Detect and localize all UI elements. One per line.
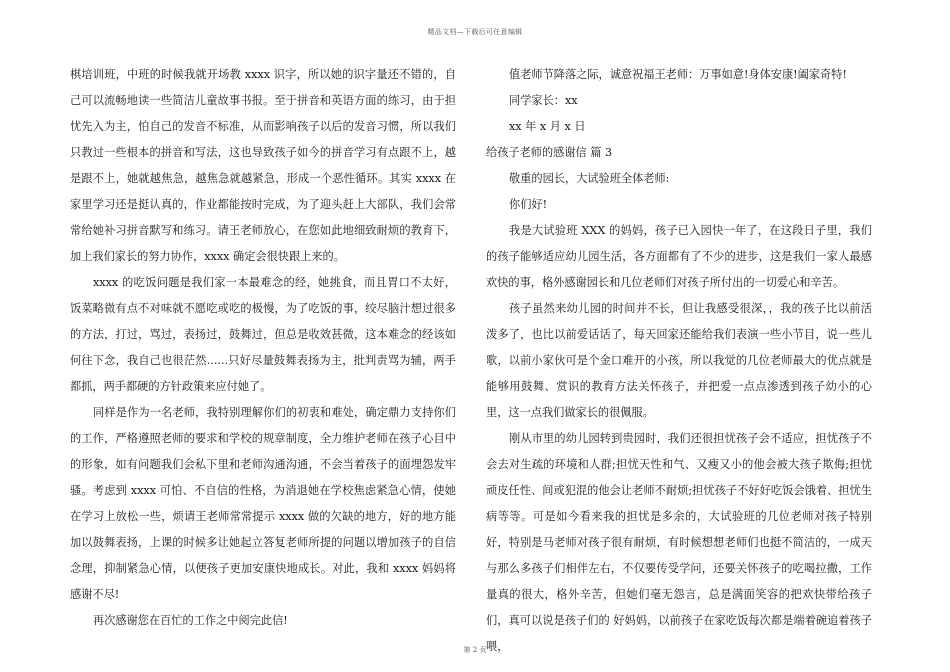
salutation: 敬重的园长，大试验班全体老师: [509, 172, 670, 185]
signature-line: 同学家长：xx [509, 94, 578, 107]
right-column [486, 62, 872, 660]
page-number: 第 2 页 [463, 646, 487, 654]
date-line: xx 年 x 月 x 日 [509, 120, 586, 133]
paragraph: 刚从市里的幼儿园转到贵园时，我们还很担忧孩子会不适应，担忧孩子不会去对生疏的环境和人群;担忧天性和气、又瘦又小的他会被大孩子欺侮;担忧顽皮任性、间或犯混的他会让老师不耐烦;担忧孩子不好好吃饭会饿着、担忧生病等等。可是如今看来我的担忧是多余的，大试验班的几位老师对孩子特别好，特别是马老师对孩子很有耐烦，有时候想想老师们也挺不简洁的，一成天与那么多孩子们相伴左右，不仅要传受学问，还要关怀孩子的吃喝拉撒，工作量真的很大，格外辛苦，但她们毫无怨言，总是满面笑容的把欢快带给孩子们，真可以说是孩子们的 好妈妈，以前孩子在家吃饭每次都是端着碗追着孩子喂， [486, 432, 872, 653]
paragraph: 孩子虽然来幼儿园的时间并不长，但让我感受很深，，我的孩子比以前活泼多了，也比以前爱话话了，每天回家还能给我们表演一些小节目，说一些儿歌，以前小家伙可是个金口难开的小孩，所以我觉的几位老师最大的优点就是能够用鼓舞、赏识的教育方法关怀孩子，并把爱一点点渗透到孩子幼小的心里，这一点我们做家长的很佩服。 [486, 302, 872, 419]
paragraph: 再次感谢您在百忙的工作之中阅完此信! [93, 614, 288, 627]
greeting: 你们好! [509, 198, 548, 211]
paragraph: 我是大试验班 XXX 的妈妈，孩子已入园快一年了，在这段日子里，我们的孩子能够适应幼儿园生活，各方面都有了不少的进步，这是我们一家人最感欢快的事，格外感谢园长和几位老师们对孩子所付出的一切爱心和辛苦。 [486, 224, 872, 289]
paragraph: 同样是作为一名老师，我特别理解你们的初衷和难处，确定鼎力支持你们的工作，严格遵照老师的要求和学校的规章制度，全力维护老师在孩子心目中的形象，如有问题我们会私下里和老师沟通沟通，不会当着孩子的面埋怨发牢骚。考虑到 xxxx 可怕、不自信的性格，为消退她在学校焦虑紧急心情，使她在学习上放松一些，烦请王老师常常提示 xxxx 做的欠缺的地方，好的地方能加以鼓舞表扬，上课的时候多让她起立答复老师所提的问题以增加孩子的自信念理，抑制紧急心情，以便孩子更加安康快地成长。对此，我和 xxxx 妈妈将感谢不尽! [70, 406, 456, 601]
section-title: 给孩子老师的感谢信 篇 3 [486, 146, 613, 159]
left-column [70, 62, 456, 634]
paragraph: 棋培训班，中班的时候我就开场教 xxxx 识字，所以她的识字量还不错的，自己可以流畅地读一些简洁儿童故事书报。至于拼音和英语方面的练习，由于担忧先入为主，怕自己的发音不标准，从而影响孩子以后的发音习惯，所以我们只教过一些根本的拼音和写法，这也导致孩子如今的拼音学习有点跟不上，越是跟不上，她就越焦急，越焦急就越紧急，形成一个恶性循环。其实 xxxx 在家里学习还是挺认真的，作业都能按时完成，为了迎头赶上大部队，我们会常常给她补习拼音默写和练习。请王老师放心，在您如此地细致耐烦的教育下，加上我们家长的努力协作，xxxx 确定会很快跟上来的。 [70, 68, 456, 263]
paragraph: 值老师节降落之际，诚意祝福王老师：万事如意!身体安康!阖家奇特! [509, 68, 847, 81]
document-header: 精品文档—下载后可任意编辑 [427, 28, 523, 36]
paragraph: xxxx 的吃饭问题是我们家一本最难念的经，她挑食，而且胃口不太好，饭菜略微有点不对味就不愿吃或吃的极慢，为了吃饭的事，绞尽脑汁想过很多的方法，打过，骂过，表扬过，鼓舞过，但总是收效甚微，这本难念的经该如何往下念，我自己也很茫然......只好尽量鼓舞表扬为主，批判责骂为辅，两手都抓，两手都硬的方针政策来应付她了。 [70, 276, 456, 393]
